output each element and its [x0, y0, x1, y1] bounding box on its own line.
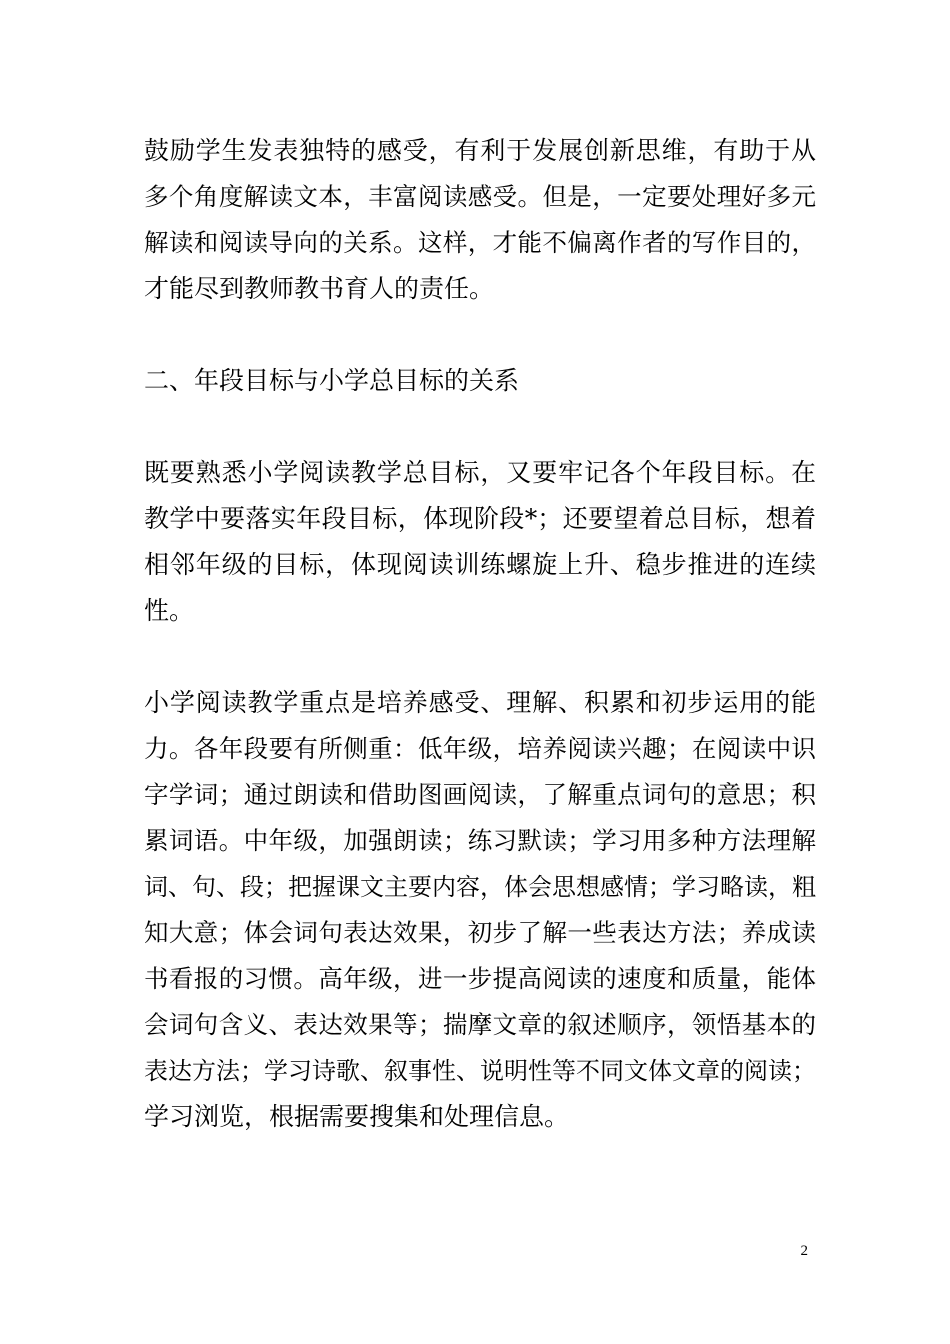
paragraph-line: 性。: [144, 596, 195, 625]
page-number: 2: [800, 1243, 808, 1259]
document-body: [144, 128, 816, 1140]
paragraph-line: 力。各年段要有所侧重：低年级，培养阅读兴趣；在阅读中识: [144, 734, 816, 763]
paragraph-line: 多个角度解读文本，丰富阅读感受。但是，一定要处理好多元: [144, 182, 816, 211]
paragraph-2: [144, 450, 816, 634]
paragraph-line: 学习浏览，根据需要搜集和处理信息。: [144, 1102, 570, 1131]
paragraph-line: 小学阅读教学重点是培养感受、理解、积累和初步运用的能: [144, 688, 816, 717]
paragraph-line: 累词语。中年级，加强朗读；练习默读；学习用多种方法理解: [144, 826, 816, 855]
paragraph-spacer: [144, 634, 816, 680]
paragraph-spacer: [144, 404, 816, 450]
paragraph-line: 书看报的习惯。高年级，进一步提高阅读的速度和质量，能体: [144, 964, 816, 993]
paragraph-3: [144, 680, 816, 1140]
paragraph-1: [144, 128, 816, 312]
heading-line: 二、年段目标与小学总目标的关系: [144, 366, 520, 395]
paragraph-line: 才能尽到教师教书育人的责任。: [144, 274, 495, 303]
paragraph-line: 解读和阅读导向的关系。这样，才能不偏离作者的写作目的，: [144, 228, 816, 257]
paragraph-line: 既要熟悉小学阅读教学总目标，又要牢记各个年段目标。在: [144, 458, 816, 487]
paragraph-line: 知大意；体会词句表达效果，初步了解一些表达方法；养成读: [144, 918, 816, 947]
paragraph-spacer: [144, 312, 816, 358]
paragraph-line: 鼓励学生发表独特的感受，有利于发展创新思维，有助于从: [144, 136, 816, 165]
paragraph-line: 词、句、段；把握课文主要内容，体会思想感情；学习略读，粗: [144, 873, 816, 901]
paragraph-line: 教学中要落实年段目标，体现阶段*；还要望着总目标，想着: [144, 504, 816, 533]
paragraph-line: 会词句含义、表达效果等；揣摩文章的叙述顺序，领悟基本的: [144, 1010, 816, 1039]
paragraph-line: 表达方法；学习诗歌、叙事性、说明性等不同文体文章的阅读；: [144, 1057, 816, 1085]
section-heading: [144, 358, 816, 404]
paragraph-line: 字学词；通过朗读和借助图画阅读，了解重点词句的意思；积: [144, 780, 816, 809]
paragraph-line: 相邻年级的目标，体现阅读训练螺旋上升、稳步推进的连续: [144, 550, 816, 579]
